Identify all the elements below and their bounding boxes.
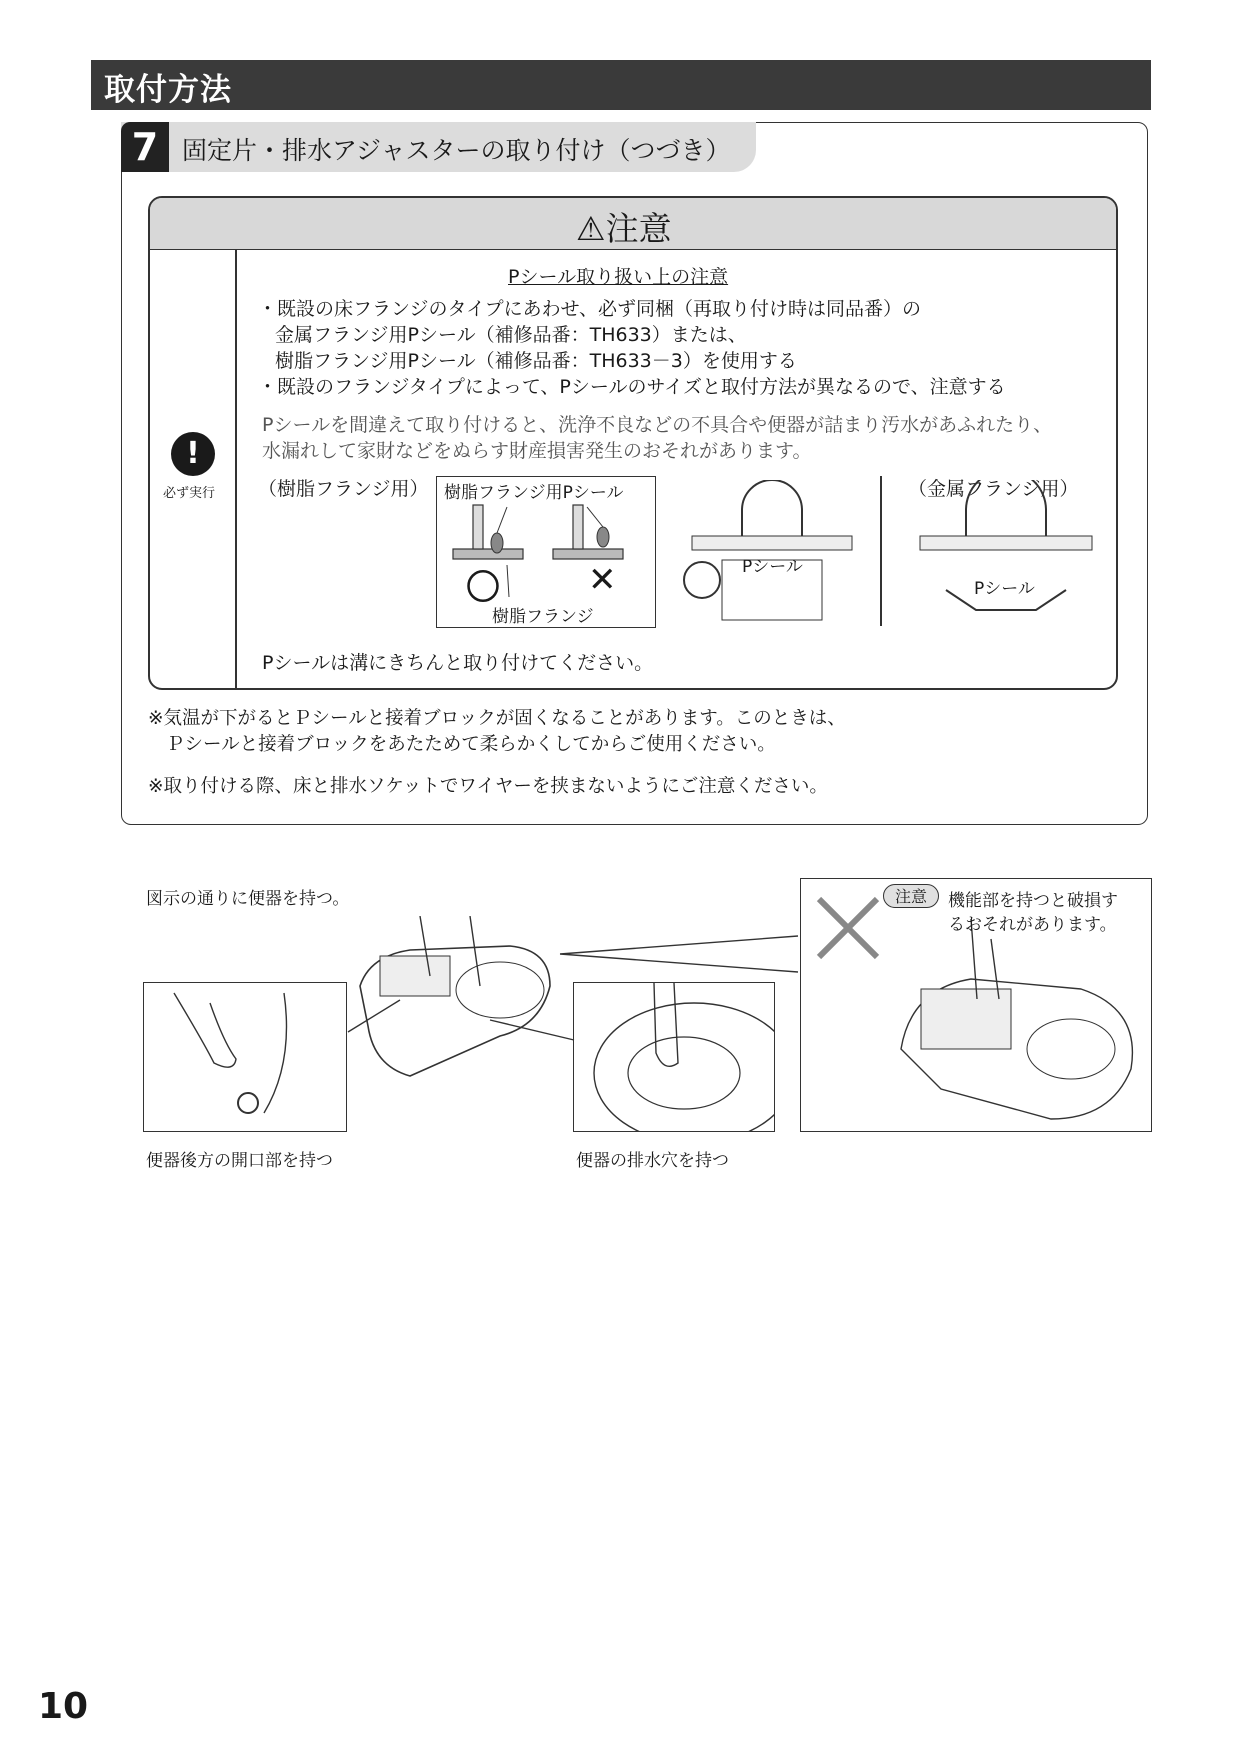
pseal-label-resin: Pシール [742, 557, 803, 577]
exclamation-icon: ! [171, 432, 215, 476]
caution-line: 金属フランジ用Pシール（補修品番：TH633）または、 [275, 324, 747, 346]
caution-subtitle: Pシール取り扱い上の注意 [508, 266, 729, 288]
section-header-bar [91, 60, 1151, 110]
caution-line: ・既設のフランジタイプによって、Pシールのサイズと取付方法が異なるので、注意する [258, 376, 1006, 398]
callout-lines [340, 920, 860, 1060]
ng-mark: ✕ [588, 560, 617, 600]
pseal-label-metal: Pシール [974, 579, 1035, 599]
resin-flange-label: （樹脂フランジ用） [258, 478, 429, 500]
warning-badge: 注意 [883, 884, 939, 908]
caution-line: ・既設の床フランジのタイプにあわせ、必ず同梱（再取り付け時は同品番）の [258, 298, 922, 320]
metal-flange-label: （金属フランジ用） [908, 478, 1079, 500]
warning-text: るおそれがあります。 [948, 915, 1117, 935]
note-line: Ｐシールと接着ブロックをあたためて柔らかくしてからご使用ください。 [166, 734, 776, 755]
metal-flange-section [916, 480, 1096, 630]
warning-line: 水漏れして家財などをぬらす財産損害発生のおそれがあります。 [262, 440, 812, 462]
step-title: 固定片・排水アジャスターの取り付け（つづき） [182, 136, 731, 165]
drain-hole-caption: 便器の排水穴を持つ [576, 1151, 729, 1171]
rear-opening-caption: 便器後方の開口部を持つ [146, 1151, 333, 1171]
resin-flange-caption: 樹脂フランジ [492, 607, 594, 627]
warning-text: 機能部を持つと破損す [948, 891, 1118, 911]
resin-pseal-label: 樹脂フランジ用Pシール [444, 483, 624, 503]
caution-line: 樹脂フランジ用Pシール（補修品番：TH633－3）を使用する [275, 350, 797, 372]
rear-opening-drawing [144, 983, 346, 1131]
caution-divider [235, 250, 237, 688]
section-title: 取付方法 [104, 72, 232, 108]
warning-line: Pシールを間違えて取り付けると、洗浄不良などの不具合や便器が詰まり汚水があふれたり、 [262, 414, 1053, 436]
hold-instruction: 図示の通りに便器を持つ。 [146, 889, 350, 909]
step-number: 7 [121, 122, 169, 172]
caution-bottom-note: Pシールは溝にきちんと取り付けてください。 [262, 652, 654, 674]
must-do-label: 必ず実行 [163, 486, 216, 501]
caution-title: ⚠注意 [576, 209, 672, 248]
page-number: 10 [38, 1686, 89, 1727]
note-line: ※気温が下がるとＰシールと接着ブロックが固くなることがあります。このときは、 [148, 708, 846, 729]
ok-mark: 〇 [466, 568, 500, 608]
rear-opening-figure [143, 982, 347, 1132]
diagram-divider [880, 476, 882, 626]
note-line: ※取り付ける際、床と排水ソケットでワイヤーを挟まないようにご注意ください。 [148, 776, 828, 797]
metal-flange-drawing [916, 480, 1096, 630]
